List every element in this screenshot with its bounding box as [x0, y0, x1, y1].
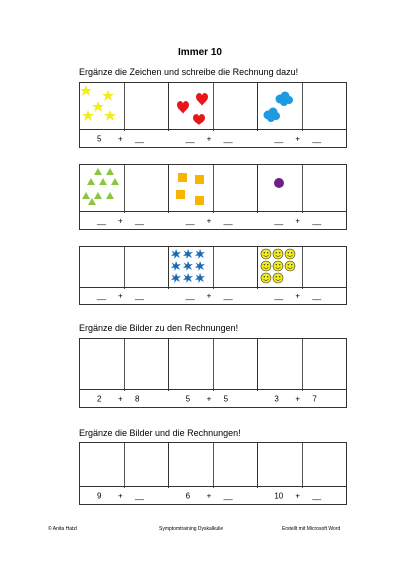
- yellow-stars-icon: [80, 83, 124, 125]
- panel-clouds: [258, 83, 346, 131]
- green-triangles-icon: [80, 165, 124, 207]
- exercise-box-5: [79, 442, 347, 505]
- panel-splats: [169, 247, 258, 289]
- equation-5-1: 9 + __: [97, 491, 144, 500]
- equation-5-2: 6 + __: [185, 491, 233, 500]
- panel-draw-5: [169, 443, 258, 488]
- footer-created-with: Erstellt mit Microsoft Word: [282, 526, 341, 532]
- equation-2-3: __ + __: [274, 216, 322, 225]
- panel-hearts: [169, 83, 258, 131]
- panel-draw-1: [80, 339, 169, 391]
- exercise-box-4: [79, 338, 347, 408]
- equation-4-3: 3 + 7: [274, 394, 317, 403]
- panel-draw-4: [80, 443, 169, 488]
- footer-course: Symptomtraining Dyskalkulie: [159, 526, 224, 532]
- purple-dot-icon: [258, 165, 302, 207]
- instruction-2: Ergänze die Bilder zu den Rechnungen!: [79, 323, 239, 333]
- equation-3-1: __ + __: [97, 291, 144, 301]
- blue-clouds-icon: [258, 83, 302, 125]
- panel-dot: [258, 165, 346, 213]
- exercise-box-3: [79, 246, 347, 305]
- instruction-3: Ergänze die Bilder und die Rechnungen!: [79, 428, 241, 438]
- page-title: Immer 10: [178, 47, 222, 58]
- exercise-box-2: [79, 164, 347, 230]
- equation-1-3: __ + __: [274, 134, 322, 143]
- equation-3-3: __ + __: [274, 291, 322, 301]
- red-hearts-icon: [169, 83, 213, 125]
- equation-2-1: __ + __: [97, 216, 144, 225]
- smiley-faces-icon: [258, 247, 302, 289]
- blue-splats-icon: [169, 247, 213, 289]
- panel-moons: [80, 247, 169, 289]
- panel-smileys: [258, 247, 346, 289]
- equation-5-3: 10 + __: [274, 491, 322, 500]
- panel-draw-2: [169, 339, 258, 391]
- panel-draw-6: [258, 443, 346, 488]
- panel-stars: [80, 83, 169, 131]
- exercise-box-1: [79, 82, 347, 148]
- panel-squares: [169, 165, 258, 213]
- orange-squares-icon: [169, 165, 213, 207]
- instruction-1: Ergänze die Zeichen und schreibe die Rechnung dazu!: [79, 67, 299, 77]
- panel-triangles: [80, 165, 169, 213]
- equation-4-1: 2 + 8: [97, 394, 140, 403]
- equation-1-2: __ + __: [185, 134, 233, 143]
- equation-4-2: 5 + 5: [185, 394, 229, 403]
- equation-2-2: __ + __: [185, 216, 233, 225]
- equation-1-1: 5 + __: [97, 134, 144, 143]
- yellow-moons-icon: [80, 247, 124, 289]
- equation-3-2: __ + __: [185, 291, 233, 301]
- panel-draw-3: [258, 339, 346, 391]
- footer-copyright: © Anita Hatzl: [48, 526, 77, 532]
